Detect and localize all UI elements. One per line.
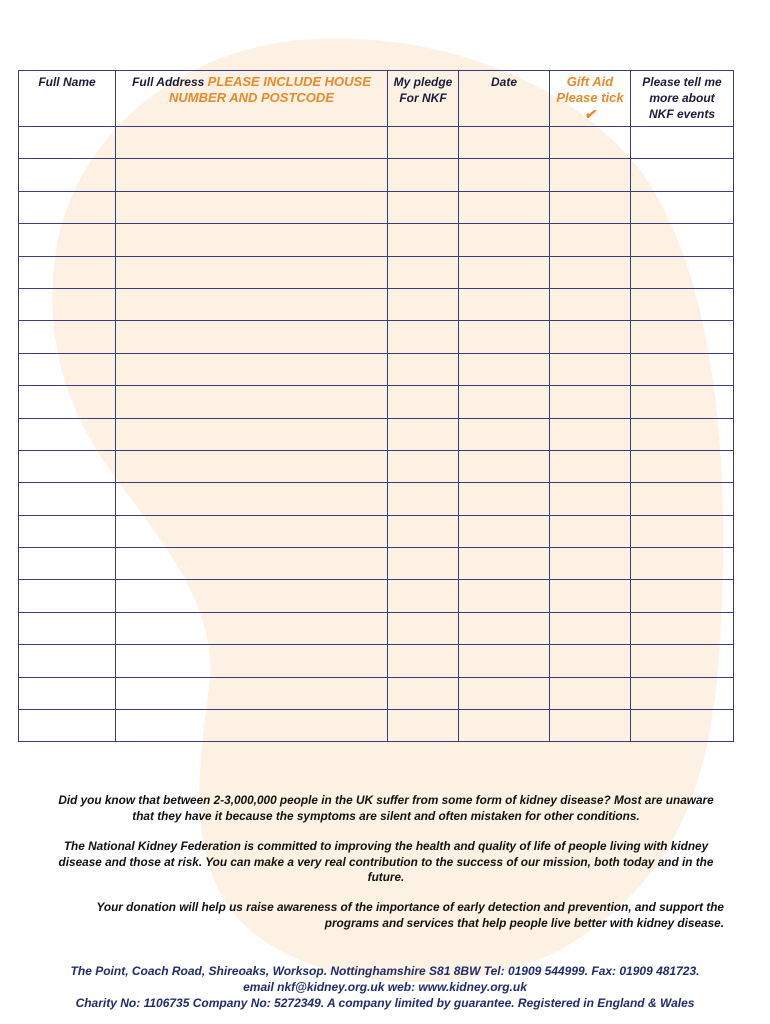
address-cell[interactable] <box>116 548 388 580</box>
pledge-table <box>18 70 734 742</box>
gift-aid-cell[interactable] <box>550 418 631 450</box>
table-row <box>19 288 734 320</box>
address-cell[interactable] <box>116 450 388 482</box>
date-cell[interactable] <box>459 256 550 288</box>
table-row <box>19 191 734 223</box>
kidney-disease-fact: Did you know that between 2-3,000,000 people in the UK suffer from some form of kidney disease? Most are unaware that they have it because the symptoms are silent and often mistaken for other conditions. <box>58 793 714 823</box>
name-cell[interactable] <box>19 612 116 644</box>
table-row <box>19 515 734 547</box>
address-cell[interactable] <box>116 191 388 223</box>
date-cell[interactable] <box>459 548 550 580</box>
events-cell[interactable] <box>631 127 734 159</box>
pledge-cell[interactable] <box>388 548 459 580</box>
events-cell[interactable] <box>631 159 734 191</box>
table-row <box>19 321 734 353</box>
footer-email-web: email nkf@kidney.org.uk web: www.kidney.org.uk <box>243 980 527 994</box>
pledge-cell[interactable] <box>388 256 459 288</box>
date-cell[interactable] <box>459 159 550 191</box>
table-header-row <box>19 71 734 127</box>
date-cell[interactable] <box>459 321 550 353</box>
date-cell[interactable] <box>459 386 550 418</box>
donation-purpose: Your donation will help us raise awareness of the importance of early detection and prevention, and support the programs and services that help people live better with kidney disease. <box>96 900 724 930</box>
pledge-cell[interactable] <box>388 353 459 385</box>
events-cell[interactable] <box>631 353 734 385</box>
gift-aid-cell[interactable] <box>550 288 631 320</box>
date-cell[interactable] <box>459 677 550 709</box>
pledge-cell[interactable] <box>388 191 459 223</box>
events-cell[interactable] <box>631 515 734 547</box>
header-pledge: My pledge For NKF <box>388 71 459 127</box>
events-cell[interactable] <box>631 580 734 612</box>
name-cell[interactable] <box>19 483 116 515</box>
name-cell[interactable] <box>19 191 116 223</box>
events-cell[interactable] <box>631 288 734 320</box>
gift-aid-cell[interactable] <box>550 483 631 515</box>
gift-aid-cell[interactable] <box>550 224 631 256</box>
table-row <box>19 450 734 482</box>
gift-aid-cell[interactable] <box>550 677 631 709</box>
date-cell[interactable] <box>459 483 550 515</box>
address-cell[interactable] <box>116 612 388 644</box>
address-cell[interactable] <box>116 580 388 612</box>
name-cell[interactable] <box>19 645 116 677</box>
gift-aid-cell[interactable] <box>550 645 631 677</box>
address-cell[interactable] <box>116 483 388 515</box>
date-cell[interactable] <box>459 515 550 547</box>
table-row <box>19 418 734 450</box>
table-row <box>19 580 734 612</box>
table-row <box>19 645 734 677</box>
pledge-cell[interactable] <box>388 612 459 644</box>
checkmark-icon: ✔ <box>584 106 596 122</box>
name-cell[interactable] <box>19 321 116 353</box>
address-cell[interactable] <box>116 288 388 320</box>
address-cell[interactable] <box>116 710 388 742</box>
nkf-mission-statement: The National Kidney Federation is committed to improving the health and quality of life of people living with kidney disease and those at risk. You can make a very real contribution to the success of our mission, both today and in the future. <box>58 839 714 884</box>
gift-aid-cell[interactable] <box>550 127 631 159</box>
gift-aid-cell[interactable] <box>550 515 631 547</box>
events-cell[interactable] <box>631 548 734 580</box>
name-cell[interactable] <box>19 386 116 418</box>
table-row <box>19 256 734 288</box>
name-cell[interactable] <box>19 548 116 580</box>
date-cell[interactable] <box>459 710 550 742</box>
gift-aid-cell[interactable] <box>550 191 631 223</box>
name-cell[interactable] <box>19 450 116 482</box>
events-cell[interactable] <box>631 386 734 418</box>
gift-aid-cell[interactable] <box>550 710 631 742</box>
pledge-cell[interactable] <box>388 321 459 353</box>
name-cell[interactable] <box>19 677 116 709</box>
name-cell[interactable] <box>19 159 116 191</box>
header-nkf-events: Please tell me more about NKF events <box>631 71 734 127</box>
name-cell[interactable] <box>19 515 116 547</box>
name-cell[interactable] <box>19 580 116 612</box>
events-cell[interactable] <box>631 224 734 256</box>
header-full-address: Full Address PLEASE INCLUDE HOUSE NUMBER AND POSTCODE <box>116 71 388 127</box>
date-cell[interactable] <box>459 418 550 450</box>
table-row <box>19 127 734 159</box>
events-cell[interactable] <box>631 645 734 677</box>
pledge-cell[interactable] <box>388 386 459 418</box>
date-cell[interactable] <box>459 224 550 256</box>
header-date: Date <box>459 71 550 127</box>
pledge-cell[interactable] <box>388 450 459 482</box>
gift-aid-cell[interactable] <box>550 321 631 353</box>
name-cell[interactable] <box>19 353 116 385</box>
table-row <box>19 548 734 580</box>
address-cell[interactable] <box>116 677 388 709</box>
table-row <box>19 224 734 256</box>
pledge-cell[interactable] <box>388 127 459 159</box>
events-cell[interactable] <box>631 450 734 482</box>
address-cell[interactable] <box>116 418 388 450</box>
address-cell[interactable] <box>116 645 388 677</box>
address-cell[interactable] <box>116 353 388 385</box>
date-cell[interactable] <box>459 580 550 612</box>
date-cell[interactable] <box>459 288 550 320</box>
pledge-cell[interactable] <box>388 645 459 677</box>
name-cell[interactable] <box>19 288 116 320</box>
events-cell[interactable] <box>631 710 734 742</box>
date-cell[interactable] <box>459 450 550 482</box>
gift-aid-cell[interactable] <box>550 353 631 385</box>
date-cell[interactable] <box>459 191 550 223</box>
events-cell[interactable] <box>631 191 734 223</box>
footer-contact <box>40 963 730 1011</box>
address-cell[interactable] <box>116 159 388 191</box>
name-cell[interactable] <box>19 418 116 450</box>
date-cell[interactable] <box>459 645 550 677</box>
header-full-name: Full Name <box>19 71 116 127</box>
events-cell[interactable] <box>631 677 734 709</box>
pledge-cell[interactable] <box>388 710 459 742</box>
name-cell[interactable] <box>19 127 116 159</box>
header-gift-aid: Gift Aid Please tick ✔ <box>550 71 631 127</box>
gift-aid-cell[interactable] <box>550 256 631 288</box>
address-cell[interactable] <box>116 224 388 256</box>
address-instruction-2: NUMBER AND POSTCODE <box>169 90 334 105</box>
date-cell[interactable] <box>459 127 550 159</box>
gift-aid-cell[interactable] <box>550 580 631 612</box>
name-cell[interactable] <box>19 224 116 256</box>
address-cell[interactable] <box>116 515 388 547</box>
table-row <box>19 677 734 709</box>
pledge-cell[interactable] <box>388 483 459 515</box>
address-cell[interactable] <box>116 386 388 418</box>
pledge-cell[interactable] <box>388 677 459 709</box>
events-cell[interactable] <box>631 483 734 515</box>
footer-address: The Point, Coach Road, Shireoaks, Worksop. Nottinghamshire S81 8BW Tel: 01909 544999. Fax: 01909 481723. <box>70 964 700 978</box>
table-row <box>19 612 734 644</box>
events-cell[interactable] <box>631 256 734 288</box>
gift-aid-cell[interactable] <box>550 386 631 418</box>
address-cell[interactable] <box>116 321 388 353</box>
table-row <box>19 483 734 515</box>
table-row <box>19 710 734 742</box>
gift-aid-cell[interactable] <box>550 548 631 580</box>
table-row <box>19 353 734 385</box>
date-cell[interactable] <box>459 353 550 385</box>
events-cell[interactable] <box>631 418 734 450</box>
pledge-cell[interactable] <box>388 515 459 547</box>
table-row <box>19 386 734 418</box>
table-row <box>19 159 734 191</box>
address-cell[interactable] <box>116 256 388 288</box>
name-cell[interactable] <box>19 710 116 742</box>
gift-aid-cell[interactable] <box>550 450 631 482</box>
events-cell[interactable] <box>631 612 734 644</box>
events-cell[interactable] <box>631 321 734 353</box>
footer-registration: Charity No: 1106735 Company No: 5272349. A company limited by guarantee. Registered in England & Wales <box>75 996 695 1010</box>
gift-aid-cell[interactable] <box>550 612 631 644</box>
pledge-cell[interactable] <box>388 224 459 256</box>
gift-aid-cell[interactable] <box>550 159 631 191</box>
pledge-cell[interactable] <box>388 418 459 450</box>
name-cell[interactable] <box>19 256 116 288</box>
address-instruction-1: PLEASE INCLUDE HOUSE <box>207 74 371 89</box>
date-cell[interactable] <box>459 612 550 644</box>
address-cell[interactable] <box>116 127 388 159</box>
pledge-cell[interactable] <box>388 159 459 191</box>
pledge-cell[interactable] <box>388 288 459 320</box>
pledge-cell[interactable] <box>388 580 459 612</box>
